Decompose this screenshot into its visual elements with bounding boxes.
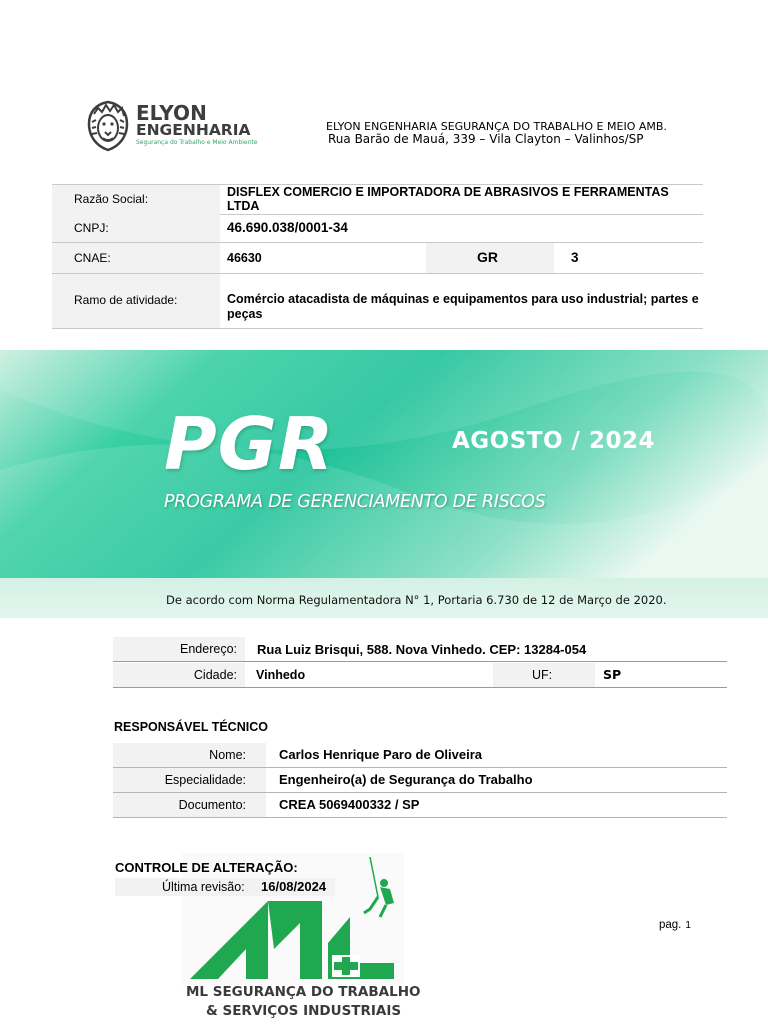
page-number-value: 1 [685,920,691,931]
endereco-value: Rua Luiz Brisqui, 588. Nova Vinhedo. CEP: 13284-054 [257,642,587,657]
especialidade-value: Engenheiro(a) de Segurança do Trabalho [279,772,533,787]
row-endereco [113,637,727,662]
gr-value: 3 [571,250,579,265]
logo-wordmark: ELYON [136,101,207,125]
pgr-date: AGOSTO / 2024 [452,428,655,454]
row-documento [113,793,727,818]
cnpj-value: 46.690.038/0001-34 [227,220,348,235]
logo-wordmark-sub: ENGENHARIA [136,121,251,139]
pgr-norm-reference: De acordo com Norma Regulamentadora N° 1, Portaria 6.730 de 12 de Março de 2020. [166,593,667,607]
page-label: pag. [659,919,682,931]
pgr-subtitle: PROGRAMA DE GERENCIAMENTO DE RISCOS [164,492,546,512]
cnae-value: 46630 [227,251,262,265]
ml-company-line1: ML SEGURANÇA DO TRABALHO [186,984,421,1000]
revisao-label: Última revisão: [162,880,245,894]
lion-logo-icon [86,100,130,152]
ramo-value: Comércio atacadista de máquinas e equipamentos para uso industrial; partes e peças [227,292,699,321]
page-number [659,919,691,931]
row-nome [113,743,727,768]
pgr-title: PGR [164,402,335,486]
banner-background [0,350,768,618]
row-razao-social [52,184,703,215]
gr-label: GR [477,249,498,265]
endereco-label: Endereço: [180,642,237,656]
especialidade-label: Especialidade: [164,773,246,787]
razao-value: DISFLEX COMERCIO E IMPORTADORA DE ABRASIVOS E FERRAMENTAS LTDA [227,185,669,213]
revisao-value: 16/08/2024 [261,879,327,894]
documento-label: Documento: [178,798,246,812]
cidade-label: Cidade: [193,668,237,682]
nome-value: Carlos Henrique Paro de Oliveira [279,747,483,762]
uf-label: UF: [532,668,553,682]
controle-title: CONTROLE DE ALTERAÇÃO: [115,860,298,875]
row-cnpj [52,214,703,243]
pgr-banner [0,350,768,618]
cnpj-label: CNPJ: [74,221,109,235]
cnae-label: CNAE: [74,251,111,265]
company-info-table [52,184,703,330]
documento-value: CREA 5069400332 / SP [279,797,420,812]
header-company-address: Rua Barão de Mauá, 339 – Vila Clayton – Valinhos/SP [328,132,644,146]
ml-company-line2: & SERVIÇOS INDUSTRIAIS [206,1003,402,1019]
row-cnae [52,243,703,274]
ramo-label: Ramo de atividade: [74,293,178,307]
header-company-name: ELYON ENGENHARIA SEGURANÇA DO TRABALHO E MEIO AMB. [326,120,667,133]
uf-value: SP [603,667,622,682]
responsavel-title: RESPONSÁVEL TÉCNICO [114,720,268,734]
logo-tagline: Segurança do Trabalho e Meio Ambiente [136,139,258,146]
row-ramo-atividade [52,274,703,329]
cidade-value: Vinhedo [256,668,306,682]
nome-label: Nome: [209,748,246,762]
row-especialidade [113,768,727,793]
razao-label: Razão Social: [74,192,149,206]
row-cidade [113,663,727,688]
